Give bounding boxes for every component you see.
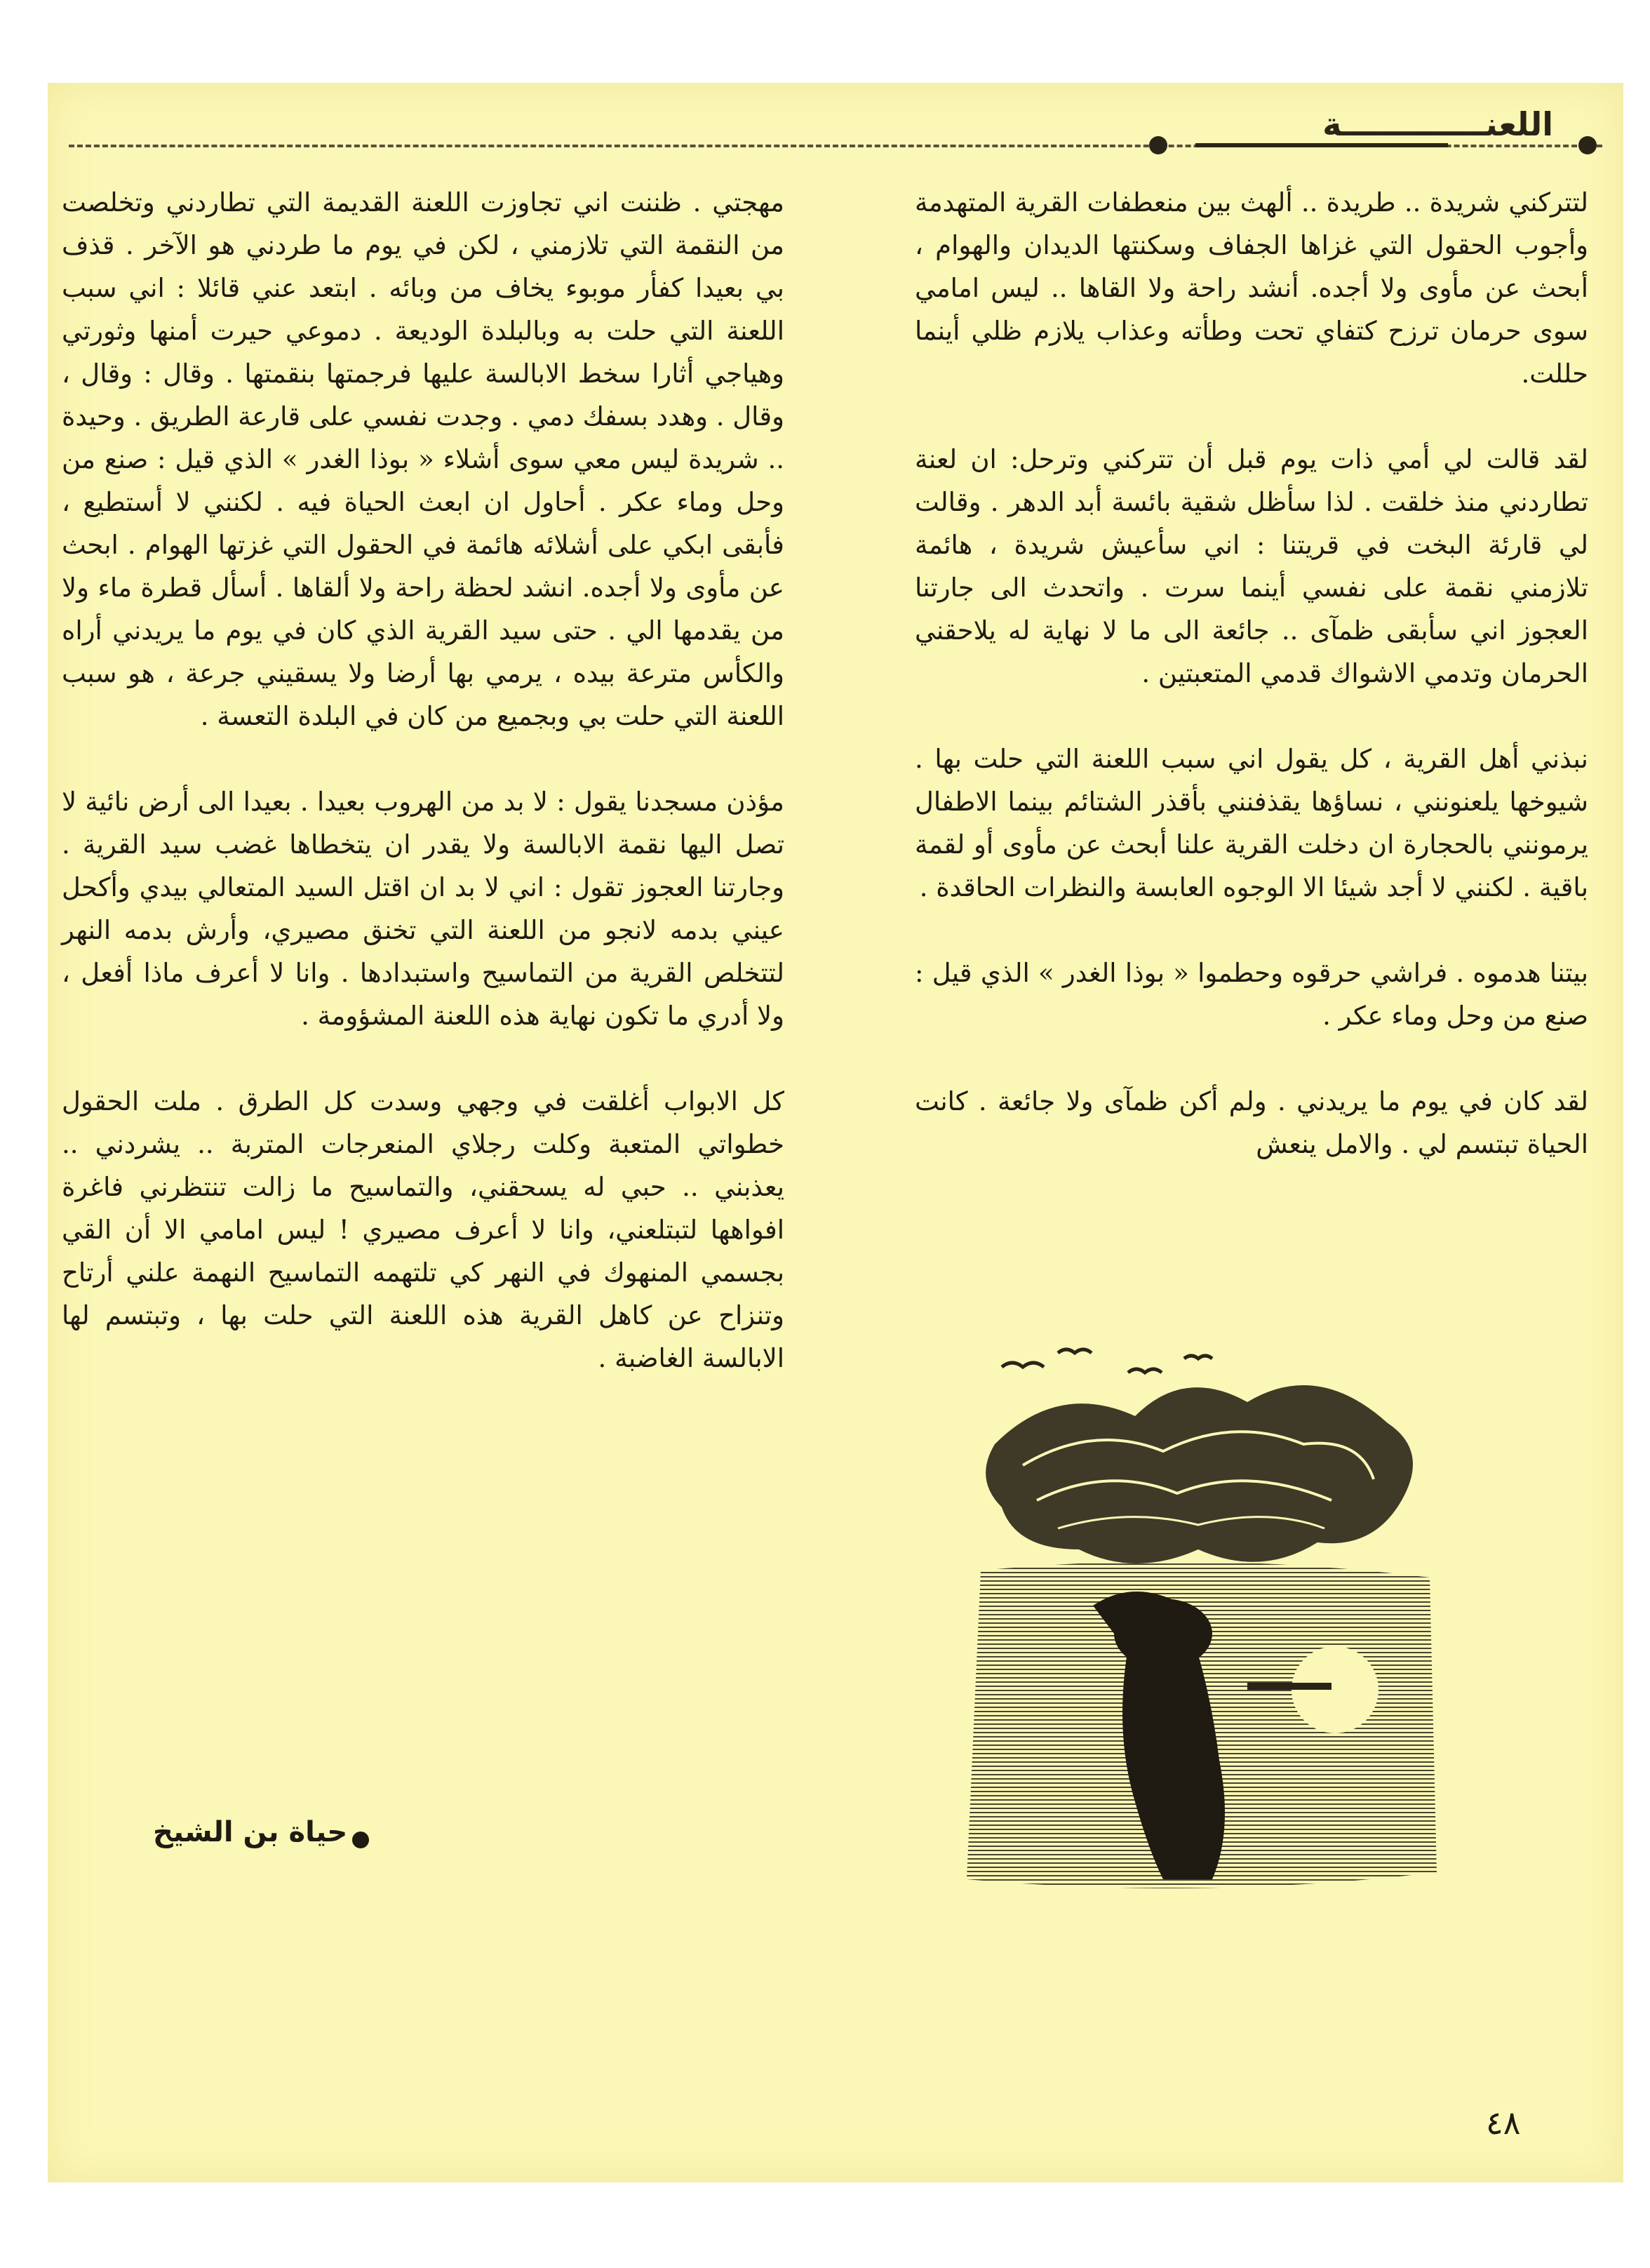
page-header	[69, 105, 1602, 154]
page-number: ٤٨	[1486, 2104, 1521, 2142]
paragraph: لقد كان في يوم ما يريدني . ولم أكن ظمآى ولا جائعة . كانت الحياة تبتسم لي . والامل ينعش	[915, 1086, 1588, 1159]
section-title: اللعنـــــــــــــة	[1322, 105, 1553, 143]
header-bullet-icon	[1149, 136, 1167, 154]
birds-icon	[1002, 1349, 1212, 1373]
header-bullet-icon	[1578, 136, 1597, 154]
signature-bullet-icon	[352, 1832, 369, 1848]
right-column	[915, 181, 1588, 1208]
magazine-page	[48, 83, 1623, 2182]
paragraph: لقد قالت لي أمي ذات يوم قبل أن تتركني وترحل: ان لعنة تطاردني منذ خلقت . لذا سأظل شقية بائسة أبد الدهر . وقالت لي قارئة البخت في قريتنا : اني سأعيش شريدة ، هائمة تلازمني نقمة على نفسي أينما سرت . واتحدث الى جارتنا العجوز اني سأبقى ظمآى .. جائعة الى ما لا نهاية له يلاحقني الحرمان وتدمي الاشواك قدمي المتعبتين .	[915, 444, 1588, 688]
paragraph: بيتنا هدموه . فراشي حرقوه وحطموا « بوذا الغدر » الذي قيل : صنع من وحل وماء عكر .	[915, 958, 1588, 1031]
paragraph: كل الابواب أغلقت في وجهي وسدت كل الطرق . ملت الحقول خطواتي المتعبة وكلت رجلاي المنعرجات المتربة .. يشردني .. يعذبني .. حبي له يسحقني، والتماسيح ما زالت تنتظرني فاغرة افواهها لتبتلعني، وانا لا أعرف مصيري ! ليس امامي الا أن القي بجسمي المنهوك في النهر كي تلتهمه التماسيح النهمة علني أرتاح وتنزاح عن كاهل القرية هذه اللعنة التي حلت بها ، وتبتسم لها الابالسة الغاضبة .	[62, 1086, 784, 1373]
paragraph: مؤذن مسجدنا يقول : لا بد من الهروب بعيدا . بعيدا الى أرض نائية لا تصل اليها نقمة الابالسة ولا يقدر ان يتخطاها غضب سيد القرية . وجارتنا العجوز تقول : اني لا بد ان اقتل السيد المتعالي بيدي وأكحل عيني بدمه لانجو من اللعنة التي تخنق مصيري، وأرش بدمه النهر لتتخلص القرية من التماسيح واستبدادها . وانا لا أعرف ماذا أفعل ، ولا أدري ما تكون نهاية هذه اللعنة المشؤومة .	[62, 787, 784, 1031]
foliage-shape	[986, 1385, 1413, 1563]
illustration-figure-at-sunset	[953, 1339, 1444, 1956]
horizon-stick	[1247, 1683, 1332, 1690]
paragraph: لتتركني شريدة .. طريدة .. ألهث بين منعطفات القرية المتهدمة وأجوب الحقول التي غزاها الجفاف وسكنتها الديدان والهوام ، أبحث عن مأوى ولا أجده. أنشد راحة ولا القاها .. ليس امامي سوى حرمان ترزح كتفاي تحت وطأته وعذاب يلازم ظلي أينما حللت.	[915, 187, 1588, 389]
paragraph: نبذني أهل القرية ، كل يقول اني سبب اللعنة التي حلت بها . شيوخها يلعنونني ، نساؤها يقذفنني بأقذر الشتائم بينما الاطفال يرمونني بالحجارة ان دخلت القرية علنا أبحث عن مأوى أو لقمة باقية . لكنني لا أجد شيئا الا الوجوه العابسة والنظرات الحاقدة .	[915, 744, 1588, 902]
left-column	[62, 181, 784, 1422]
paragraph: مهجتي . ظننت اني تجاوزت اللعنة القديمة التي تطاردني وتخلصت من النقمة التي تلازمني ، لكن في يوم ما طردني هو الآخر . قذف بي بعيدا كفأر موبوء يخاف من وبائه . ابتعد عني قائلا : اني سبب اللعنة التي حلت به وبالبلدة الوديعة . دموعي حيرت أمنها وثورتي وهياجي أثارا سخط الابالسة عليها فرجمتها بنقمتها . وقال : وقال ، وقال . وهدد بسفك دمي . وجدت نفسي على قارعة الطريق . وحيدة .. شريدة ليس معي سوى أشلاء « بوذا الغدر » الذي قيل : صنع من وحل وماء عكر . أحاول ان ابعث الحياة فيه . لكنني لا أستطيع ، فأبقى ابكي على أشلائه هائمة في الحقول التي غزتها الهوام . ابحث عن مأوى ولا أجده. انشد لحظة راحة ولا ألقاها . أسأل قطرة ماء ولا من يقدمها الي . حتى سيد القرية الذي كان في يوم ما يريدني أراه والكأس مترعة بيده ، يرمي بها أرضا ولا يسقيني جرعة ، هو سبب اللعنة التي حلت بي وبجميع من كان في البلدة التعسة .	[62, 187, 784, 731]
author-signature: حياة بن الشيخ	[153, 1816, 348, 1848]
